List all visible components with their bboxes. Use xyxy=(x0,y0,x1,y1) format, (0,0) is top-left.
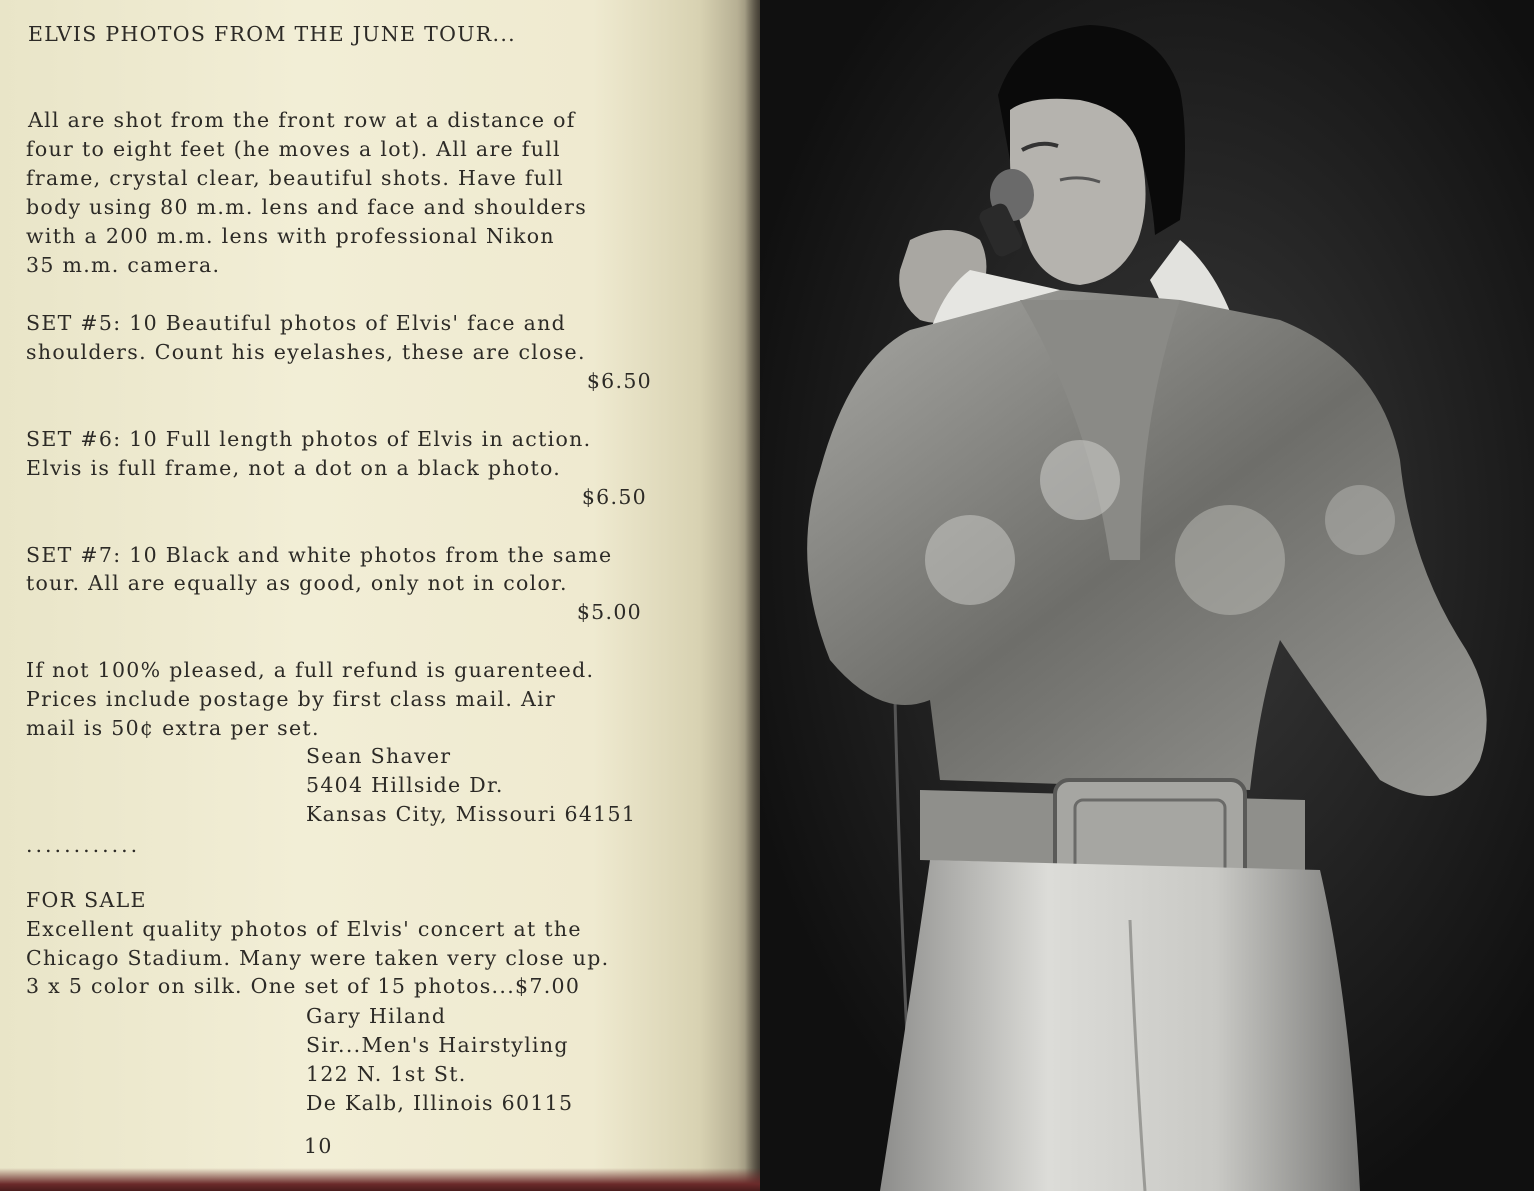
performer-photo xyxy=(760,0,1534,1191)
right-page xyxy=(760,0,1534,1191)
set6-price: $6.50 xyxy=(581,485,647,509)
address2-street: 122 N. 1st St. xyxy=(306,1062,467,1086)
set6-line-2: Elvis is full frame, not a dot on a black photo. xyxy=(26,456,562,480)
intro-line-6: 35 m.m. camera. xyxy=(26,253,221,277)
for-sale-line-2: Chicago Stadium. Many were taken very close up. xyxy=(26,946,610,970)
set7-price: $5.00 xyxy=(576,600,642,624)
address2-name: Gary Hiland xyxy=(306,1004,447,1028)
set7-line-2: tour. All are equally as good, only not in color. xyxy=(26,571,568,595)
intro-line-4: body using 80 m.m. lens and face and shoulders xyxy=(26,195,588,219)
set5-line-2: shoulders. Count his eyelashes, these are close. xyxy=(26,340,586,364)
page-heading: ELVIS PHOTOS FROM THE JUNE TOUR... xyxy=(28,22,516,46)
set7-line-1: SET #7: 10 Black and white photos from the same xyxy=(26,543,613,567)
set5-line-1: SET #5: 10 Beautiful photos of Elvis' face and xyxy=(26,311,567,335)
refund-line-3: mail is 50¢ extra per set. xyxy=(26,716,320,740)
intro-line-3: frame, crystal clear, beautiful shots. Have full xyxy=(26,166,564,190)
book-bottom-edge xyxy=(0,1168,760,1191)
address2-business: Sir...Men's Hairstyling xyxy=(306,1033,569,1057)
address1-street: 5404 Hillside Dr. xyxy=(306,773,504,797)
address1-name: Sean Shaver xyxy=(306,744,452,768)
intro-line-2: four to eight feet (he moves a lot). All are full xyxy=(26,137,561,161)
address2-city: De Kalb, Illinois 60115 xyxy=(306,1091,574,1115)
separator-dots: ............ xyxy=(26,833,141,857)
intro-line-1: All are shot from the front row at a distance of xyxy=(28,108,576,132)
for-sale-line-1: Excellent quality photos of Elvis' concert at the xyxy=(26,917,582,941)
refund-line-2: Prices include postage by first class mail. Air xyxy=(26,687,557,711)
left-page xyxy=(0,0,760,1191)
page-number: 10 xyxy=(304,1134,333,1158)
set6-line-1: SET #6: 10 Full length photos of Elvis in action. xyxy=(26,427,592,451)
refund-line-1: If not 100% pleased, a full refund is guarenteed. xyxy=(26,658,595,682)
for-sale-title: FOR SALE xyxy=(26,888,147,912)
for-sale-line-3: 3 x 5 color on silk. One set of 15 photos...$7.00 xyxy=(26,974,581,998)
address1-city: Kansas City, Missouri 64151 xyxy=(306,802,637,826)
intro-line-5: with a 200 m.m. lens with professional Nikon xyxy=(26,224,555,248)
set5-price: $6.50 xyxy=(586,369,652,393)
